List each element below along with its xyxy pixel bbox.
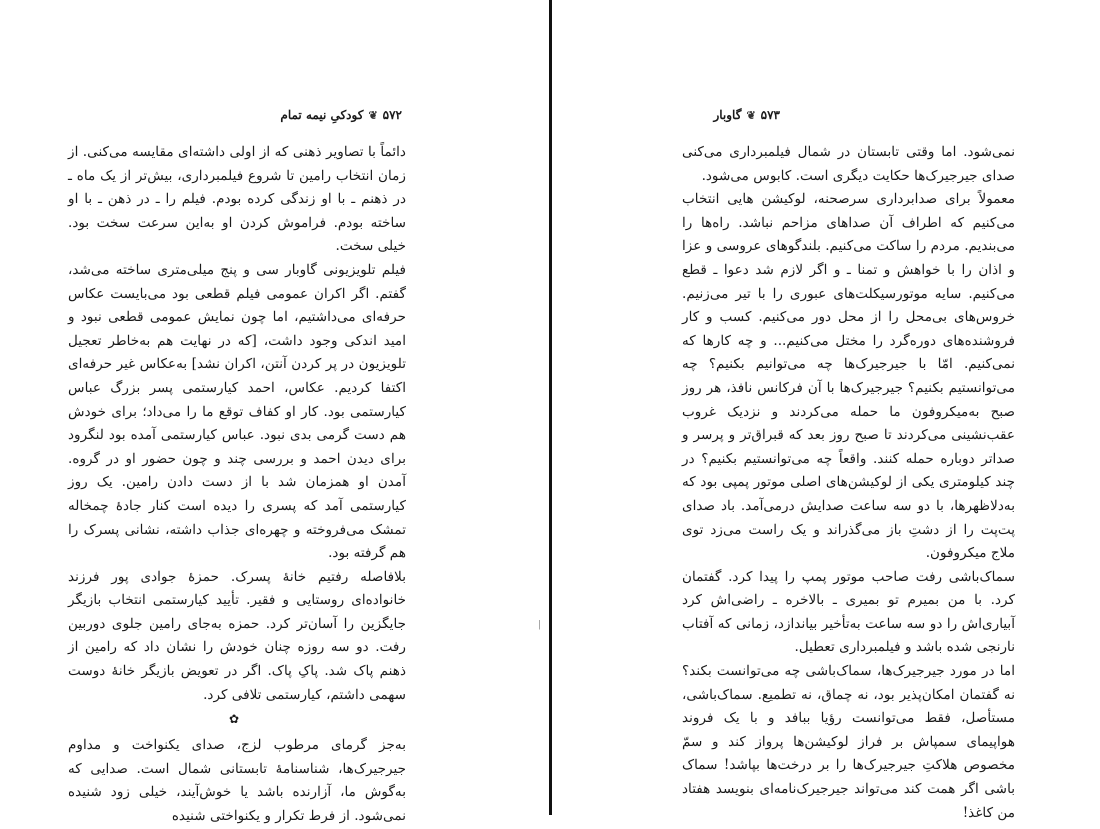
margin-mark: | [537,620,541,630]
paragraph: بلافاصله رفتیم خانهٔ پسرک. حمزهٔ جوادی پور فرزند خانواده‌ای روستایی و فقیر. تأیید کیارستمی انتخاب بازیگر جایگزین را آسان‌تر کرد. حمزه به‌جای رامین جلوی دوربین رفت. دو سه روزه چنان خودش را نشان داد که رامین از ذهنم پاک شد. پاکِ پاک. اگر در تعویض بازیگر خانهٔ دوست سهمی داشتم، کیارستمی تلافی کرد. [68,568,406,703]
left-page [0,0,549,825]
running-title: گاوبار [713,108,742,122]
right-page-body [682,141,1015,825]
paragraph: معمولاً برای صدابرداری سرصحنه، لوکیشن هایی انتخاب می‌کنیم که اطراف آن صداهای مزاحم نباشد. راه‌ها را می‌بندیم. مردم را ساکت می‌کنیم. بلندگوهای عروسی و عزا و اذان را با خواهش و تمنا ـ و اگر لازم شد دعوا ـ قطع می‌کنیم. سایه موتورسیکلت‌های عبوری را با تیر می‌زنیم. خروس‌های بی‌محل را از محل دور می‌کنیم. کسب و کار فروشنده‌های دوره‌گرد را مختل می‌کنیم... و چه کارها که نمی‌کنیم. امّا با جیرجیرک‌ها چه می‌توانیم بکنیم؟ چه می‌توانستیم بکنیم؟ جیرجیرک‌ها با آن فرکانس نافذ، هر روز صبح به‌میکروفون ما حمله می‌کردند و نزدیک غروب عقب‌نشینی می‌کردند تا صبح روز بعد که قبراق‌تر و پرسر و صداتر دوباره حمله کنند. واقعاً چه می‌توانستیم بکنیم؟ در چند کیلومتری یکی از لوکیشن‌های اصلی موتور پمپی بود که به‌دلاظهرها، با دو سه ساعت صدایش درمی‌آمد. باد صدای پت‌پت را از دشتِ باز می‌گذراند و یک راست می‌زد توی ملاج میکروفون. [682,191,1015,562]
paragraph: اما در مورد جیرجیرک‌ها، سماک‌باشی چه می‌توانست بکند؟ نه گفتمان امکان‌پذیر بود، نه چماق، نه تطمیع. سماک‌باشی، مستأصل، فقط می‌توانست رؤیا ببافد و با یک فروند هواپیمای سمپاش بر فراز لوکیشن‌ها پرواز کند و سمّ مخصوص هلاکتِ جیرجیرک‌ها را بر درخت‌ها بپاشد! سماک باشی اگر همت کند می‌تواند جیرجیرک‌نامه‌ای بنویسد هفتاد من کاغذ! [682,663,1015,821]
leaf-ornament-icon: ❦ [746,108,756,122]
page-number: ۵۷۲ [382,108,402,122]
left-page-header [280,108,402,122]
right-page [552,0,1100,821]
leaf-ornament-icon: ❦ [368,108,378,122]
left-page-body [68,141,406,829]
paragraph: دائماً با تصاویر ذهنی که از اولی داشته‌ای مقایسه می‌کنی. از زمان انتخاب رامین تا شروع فیلمبرداری، بیش‌تر از یک ماه ـ در ذهنم ـ با او زندگی کرده بودم. فیلم را ـ در ذهن ـ با او ساخته بودم. فراموش کردن او به‌این سرعت سخت بود. خیلی سخت. [68,144,406,255]
running-title: کودکیِ نیمه تمام [280,108,364,122]
section-divider-icon: ✿ [228,712,240,727]
paragraph: سماک‌باشی رفت صاحب موتور پمپ را پیدا کرد. گفتمان کرد. با من بمیرم تو بمیری ـ بالاخره ـ راضی‌اش کرد آبیاری‌اش را دو سه ساعت به‌تأخیر بیاندازد، زمانی که آفتاب نارنجی شده باشد و فیلمبرداری تعطیل. [682,568,1015,656]
right-page-header [713,108,780,122]
paragraph: فیلم تلویزیونی گاوبار سی و پنج میلی‌متری ساخته می‌شد، گفتم. اگر اکران عمومی فیلم قطعی بود می‌بایست عکاس حرفه‌ای می‌داشتیم، اما چون نمایش عمومی قطعی نبود و امید اندکی وجود داشت، [که در نهایت هم به‌خاطر تعجیل تلویزیون در پر کردن آنتن، اکران نشد] به‌عکاس غیر حرفه‌ای اکتفا کردیم. عکاس، احمد کیارستمی پسر بزرگ عباس کیارستمی بود. کار او کفاف توقع ما را می‌داد؛ برای خودش هم دست گرمی بدی نبود. عباس کیارستمی آمده بود لنگرود برای دیدن احمد و بررسی چند و چون حضور او در گروه. آمدن او همزمان شد با از دست دادن رامین. یک روز کیارستمی آمد که پسری را دیده است کنار جادهٔ چمخاله تمشک می‌فروخته و چهره‌ای جذاب داشته، نشانی پسرک را هم گرفته بود. [68,261,406,562]
paragraph: نمی‌شود. اما وقتی تابستان در شمال فیلمبرداری می‌کنی صدای جیرجیرک‌ها حکایت دیگری است. کابوس می‌شود. [682,144,1015,184]
paragraph: به‌جز گرمای مرطوب لزج، صدای یکنواخت و مداوم جیرجیرک‌ها، شناسنامهٔ تابستانی شمال است. صدایی که به‌گوش ما، آزارنده باشد یا خوش‌آیند، خیلی زود شنیده نمی‌شود. از فرط تکرار و یکنواختی شنیده [68,737,406,825]
page-number: ۵۷۳ [760,108,780,122]
